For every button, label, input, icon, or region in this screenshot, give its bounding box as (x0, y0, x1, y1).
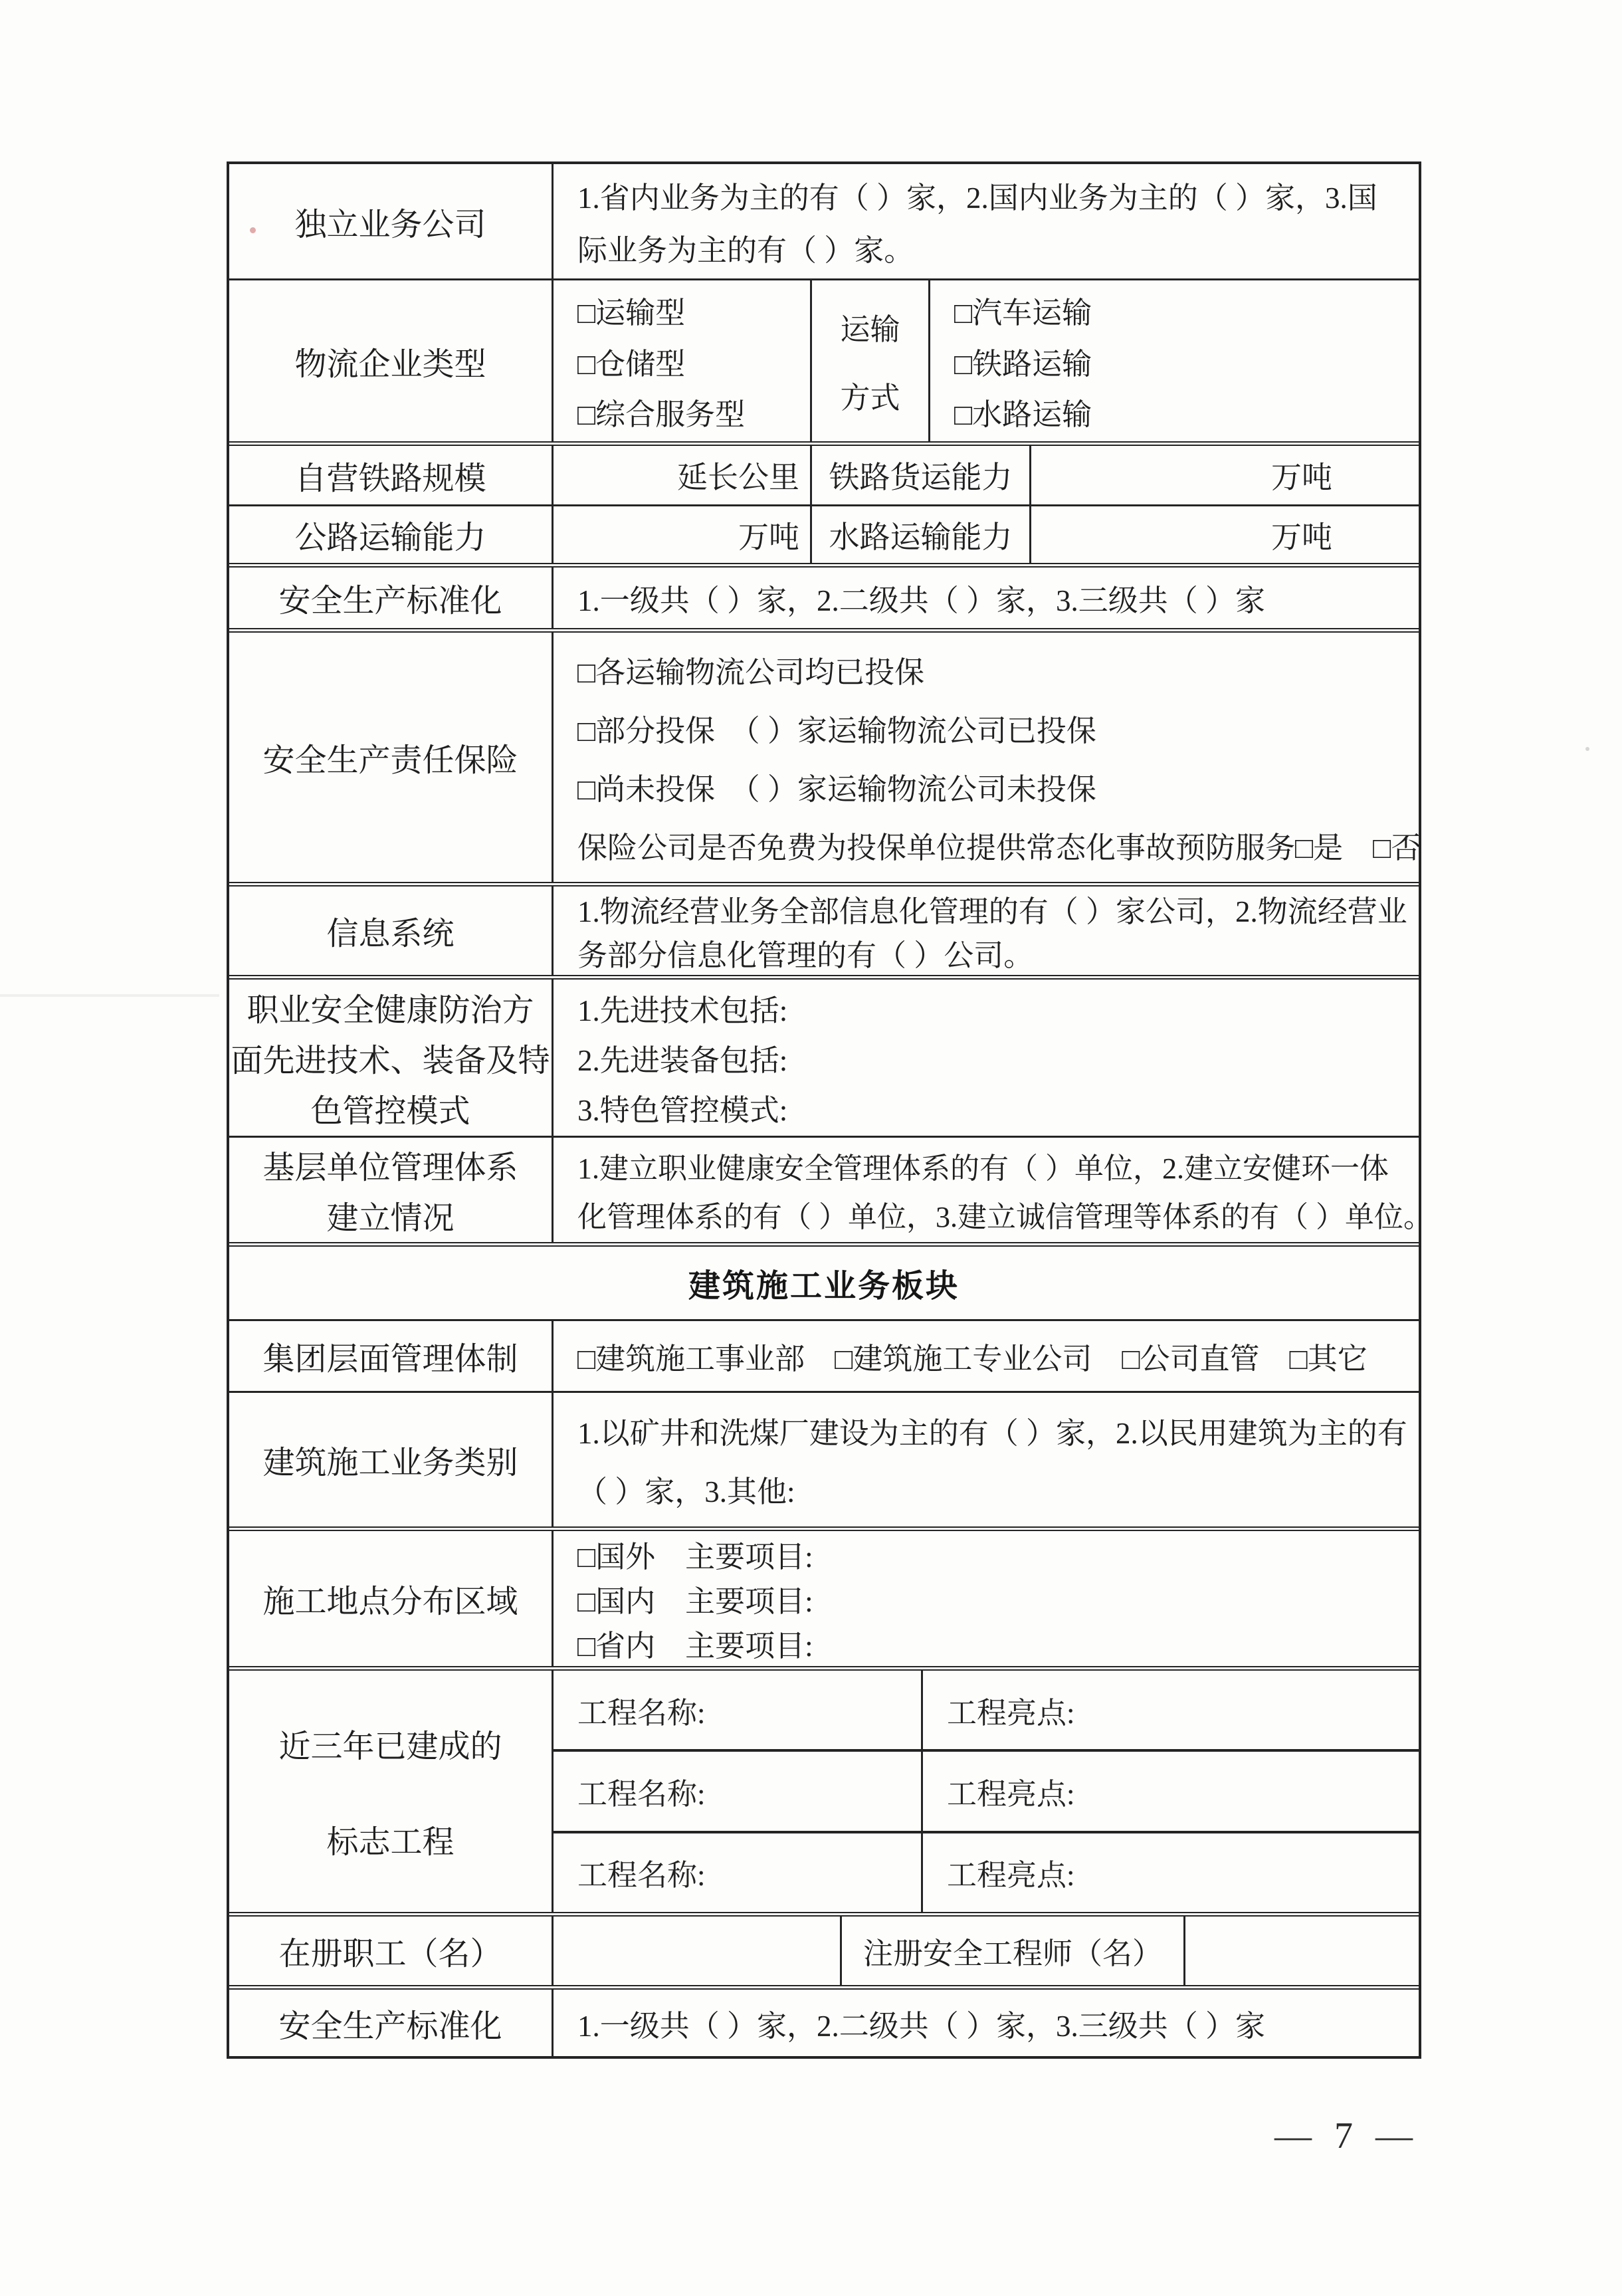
scan-artifact (250, 227, 256, 233)
row-logistics-type (229, 280, 1419, 446)
engineer-count-blank-cell (1183, 1917, 1419, 1985)
row-label-line: 基层单位管理体系 (262, 1150, 518, 1186)
sub-label: 注册安全工程师（名） (862, 1937, 1162, 1970)
safety-engineer-label-cell (840, 1917, 1183, 1985)
row-content-cell (552, 980, 1419, 1136)
sub-label-cell (810, 506, 1029, 563)
row-group-management (229, 1321, 1419, 1393)
row-label-cell (229, 980, 552, 1136)
content-line: 务部分信息化管理的有（ ）公司。 (577, 939, 1034, 972)
content-line: 1.一级共（ ）家，2.二级共（ ）家，3.三级共（ ）家 (577, 584, 1266, 617)
row-occupational-health (229, 980, 1419, 1138)
project-name-cell (554, 1671, 921, 1749)
project-highlight-cell (921, 1833, 1419, 1912)
content-line: 际业务为主的有（ ）家。 (577, 234, 914, 267)
unit-label: 万吨 (1271, 520, 1332, 554)
checkbox-option: □国内 主要项目: (577, 1585, 813, 1618)
checkbox-option: □水路运输 (954, 398, 1092, 432)
row-label: 安全生产标准化 (278, 583, 502, 619)
row-label-cell (229, 446, 552, 504)
mode-label-line: 运输 (840, 313, 900, 347)
enterprise-survey-table (227, 161, 1433, 2059)
row-safety-standardization-logistics (229, 568, 1419, 633)
row-label-cell (229, 1917, 552, 1985)
row-section-header-construction (229, 1247, 1419, 1321)
row-label-line: 近三年已建成的 (278, 1729, 502, 1764)
unit-cell (552, 506, 810, 563)
row-label: 自营铁路规模 (294, 461, 486, 496)
row-content-cell (552, 164, 1419, 278)
row-label-cell (229, 887, 552, 975)
row-label-line: 职业安全健康防治方 (247, 993, 534, 1028)
staff-count-blank-cell (552, 1917, 840, 1985)
content-line: 化管理体系的有（ ）单位，3.建立诚信管理等体系的有（ ）单位。 (577, 1201, 1433, 1234)
row-label-line: 色管控模式 (310, 1094, 470, 1129)
transport-options-cell (928, 280, 1419, 441)
unit-cell (552, 446, 810, 504)
row-liability-insurance (229, 633, 1419, 887)
row-landmark-projects (229, 1671, 1419, 1917)
row-label: 建筑施工业务类别 (262, 1445, 518, 1481)
content-line: 1.以矿井和洗煤厂建设为主的有（ ）家，2.以民用建筑为主的有 (577, 1416, 1407, 1450)
row-label: 安全生产责任保险 (262, 743, 518, 778)
row-label-cell (229, 1393, 552, 1526)
row-safety-standardization-construction (229, 1990, 1419, 2056)
checkbox-option: □尚未投保 （ ）家运输物流公司未投保 (577, 773, 1096, 806)
row-construction-category (229, 1393, 1419, 1531)
page-number: — 7 — (1274, 2115, 1419, 2156)
sub-label: 铁路货运能力 (829, 461, 1013, 494)
project-sub-row (554, 1671, 1419, 1749)
row-grassroots-management (229, 1138, 1433, 1247)
transport-mode-label-cell (810, 280, 928, 441)
scan-artifact (1585, 747, 1589, 751)
row-content-cell (552, 1138, 1433, 1242)
row-railway-scale (229, 446, 1419, 506)
project-highlight-cell (921, 1752, 1419, 1830)
content-line: 1.物流经营业务全部信息化管理的有（ ）家公司，2.物流经营业 (577, 895, 1407, 928)
row-label-cell (229, 506, 552, 563)
row-road-capacity (229, 506, 1419, 568)
checkbox-option-group: □建筑施工事业部 □建筑施工专业公司 □公司直管 □其它 (577, 1342, 1368, 1376)
row-label-cell (229, 164, 552, 278)
sub-label: 水路运输能力 (829, 520, 1013, 554)
content-line: 1.建立职业健康安全管理体系的有（ ）单位，2.建立安健环一体 (577, 1152, 1389, 1185)
row-content-cell (552, 1321, 1419, 1391)
checkbox-option: □部分投保 （ ）家运输物流公司已投保 (577, 714, 1096, 748)
row-content-cell (552, 887, 1419, 975)
project-sub-row (554, 1749, 1419, 1830)
row-registered-staff (229, 1917, 1419, 1990)
row-label-cell (229, 1990, 552, 2056)
checkbox-option: □运输型 (577, 296, 686, 330)
checkbox-option: 保险公司是否免费为投保单位提供常态化事故预防服务□是 □否 (577, 831, 1421, 865)
row-label: 独立业务公司 (294, 207, 486, 243)
content-line: 2.先进装备包括: (577, 1044, 788, 1077)
row-label-cell (229, 568, 552, 628)
field-label: 工程名称: (577, 1859, 706, 1893)
project-highlight-cell (921, 1671, 1419, 1749)
row-label-line: 面先进技术、装备及特 (231, 1043, 550, 1079)
row-label-cell (229, 633, 552, 882)
row-independent-business (229, 164, 1419, 280)
unit-label: 万吨 (738, 520, 799, 554)
field-label: 工程亮点: (947, 1696, 1075, 1730)
row-content-cell (552, 568, 1419, 628)
row-content-cell (552, 1990, 1419, 2056)
row-label-cell (229, 1138, 552, 1242)
row-label-cell (229, 1671, 552, 1912)
mode-label-line: 方式 (840, 381, 900, 415)
section-title: 建筑施工业务板块 (688, 1269, 960, 1304)
row-label: 在册职工（名） (278, 1936, 502, 1972)
row-label: 施工地点分布区域 (262, 1584, 518, 1619)
content-line: 1.省内业务为主的有（ ）家，2.国内业务为主的（ ）家，3.国 (577, 181, 1377, 215)
row-label: 公路运输能力 (294, 520, 486, 556)
row-label: 信息系统 (326, 916, 455, 952)
row-label-line: 建立情况 (326, 1200, 455, 1236)
unit-label: 万吨 (1271, 461, 1332, 494)
checkbox-option: □综合服务型 (577, 398, 746, 432)
row-label-cell (229, 1321, 552, 1391)
checkbox-option: □汽车运输 (954, 296, 1092, 330)
unit-cell (1029, 506, 1419, 563)
row-construction-area (229, 1531, 1419, 1671)
field-label: 工程名称: (577, 1696, 706, 1730)
checkbox-option: □省内 主要项目: (577, 1629, 813, 1663)
row-label: 物流企业类型 (294, 346, 486, 382)
content-line: 1.一级共（ ）家，2.二级共（ ）家，3.三级共（ ）家 (577, 2009, 1266, 2043)
sub-label-cell (810, 446, 1029, 504)
field-label: 工程名称: (577, 1777, 706, 1811)
row-info-system (229, 887, 1419, 980)
row-label: 安全生产标准化 (278, 2008, 502, 2044)
type-options-cell (552, 280, 810, 441)
checkbox-option: □各运输物流公司均已投保 (577, 656, 925, 689)
project-name-cell (554, 1752, 921, 1830)
checkbox-option: □仓储型 (577, 347, 686, 381)
row-label-cell (229, 280, 552, 441)
content-line: 3.特色管控模式: (577, 1094, 788, 1127)
unit-label: 延长公里 (677, 461, 799, 494)
content-line: 1.先进技术包括: (577, 994, 788, 1027)
row-label-line: 标志工程 (326, 1825, 455, 1860)
field-label: 工程亮点: (947, 1777, 1075, 1811)
unit-cell (1029, 446, 1419, 504)
row-content-cell (552, 1393, 1419, 1526)
scan-artifact (0, 994, 219, 997)
checkbox-option: □国外 主要项目: (577, 1540, 813, 1574)
checkbox-option: □铁路运输 (954, 347, 1092, 381)
field-label: 工程亮点: (947, 1859, 1075, 1893)
row-label-cell (229, 1531, 552, 1666)
row-label: 集团层面管理体制 (262, 1342, 518, 1377)
content-line: （ ）家，3.其他: (577, 1475, 795, 1509)
row-content-cell (552, 633, 1421, 882)
project-name-cell (554, 1833, 921, 1912)
row-content-cell (552, 1531, 1419, 1666)
projects-grid (552, 1671, 1419, 1912)
project-sub-row (554, 1831, 1419, 1912)
